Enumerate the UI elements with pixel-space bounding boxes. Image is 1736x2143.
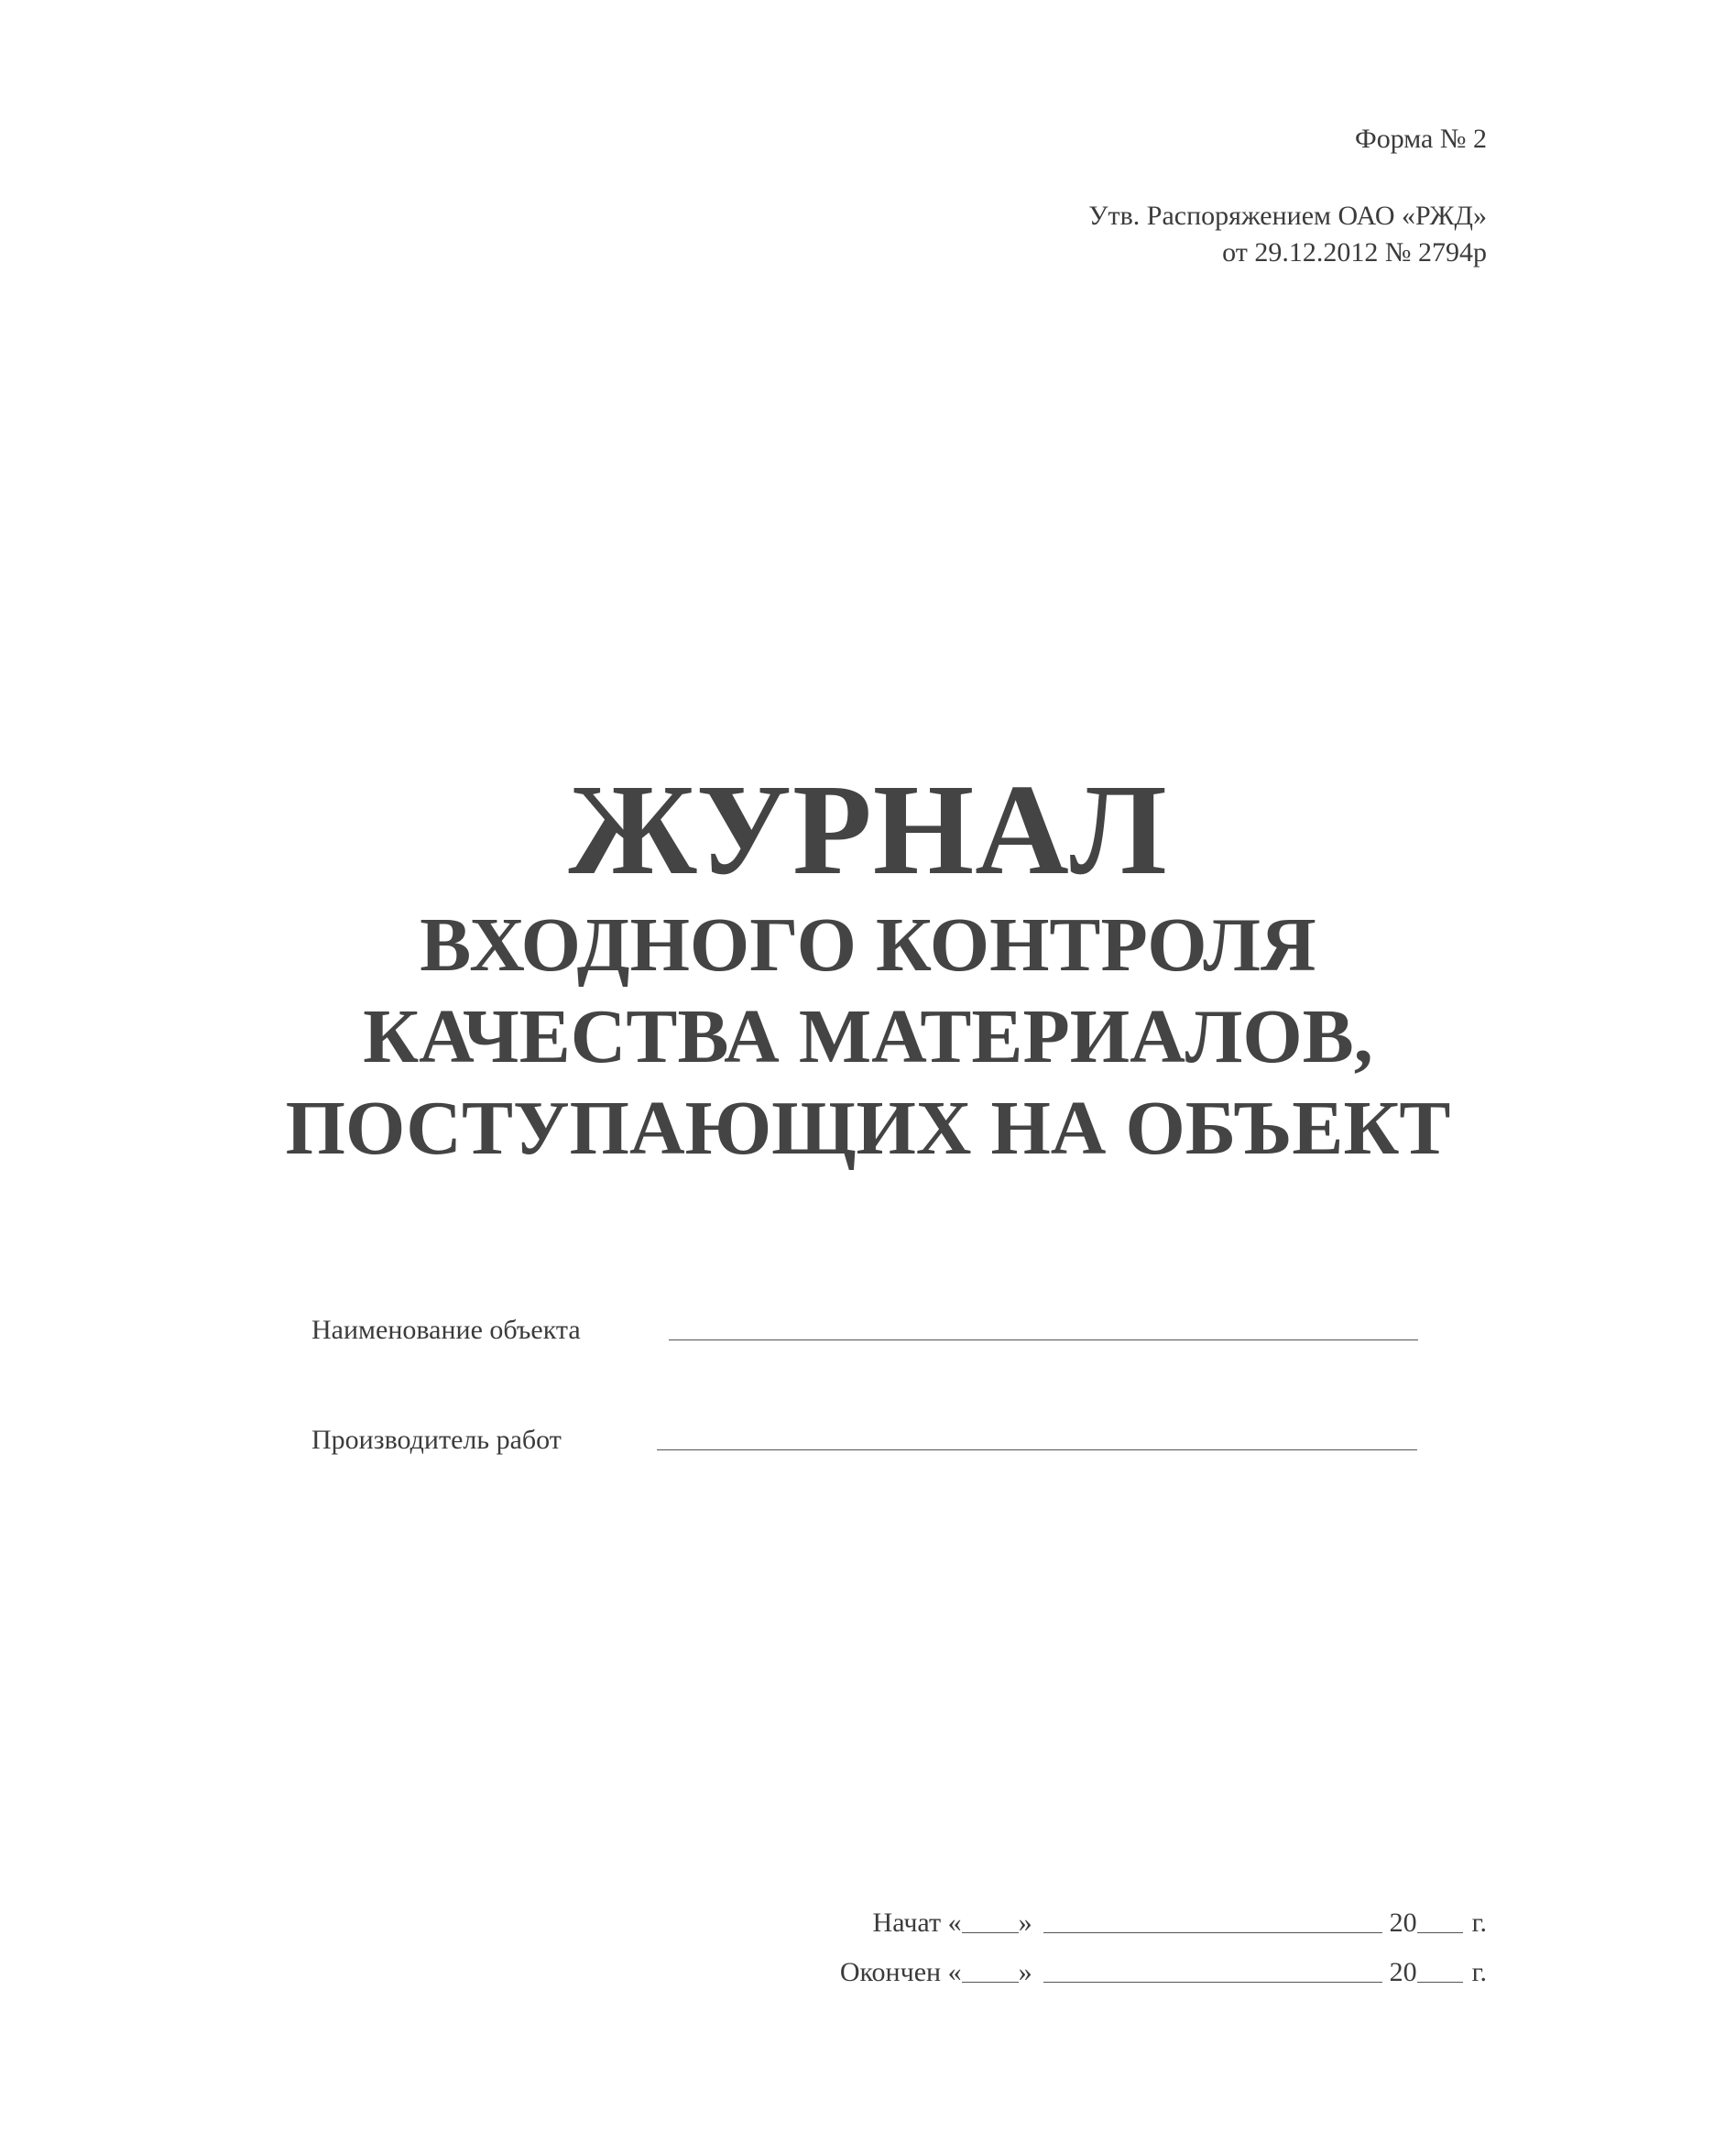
start-year-suffix: г.: [1471, 1908, 1487, 1938]
end-close-quote: »: [1018, 1957, 1032, 1987]
title-line-2: КАЧЕСТВА МАТЕРИАЛОВ,: [363, 994, 1373, 1079]
end-day-blank[interactable]: [962, 1982, 1019, 1983]
approval-line-1: Утв. Распоряжением ОАО «РЖД»: [1088, 201, 1487, 231]
form-number-text: Форма № 2: [1355, 124, 1487, 154]
work-producer-blank[interactable]: [657, 1449, 1417, 1450]
object-name-label: Наименование объекта: [311, 1315, 581, 1345]
form-number: [1355, 121, 1487, 158]
end-century: 20: [1389, 1957, 1417, 1987]
approval-line-2: от 29.12.2012 № 2794р: [1222, 237, 1487, 268]
work-producer-field: [311, 1425, 1417, 1456]
object-name-field: [311, 1315, 1418, 1346]
end-year-suffix: г.: [1471, 1957, 1487, 1987]
approval-note: [1088, 198, 1487, 271]
title-main: ЖУРНАЛ: [568, 757, 1168, 902]
end-date-row: [840, 1957, 1487, 1988]
start-close-quote: »: [1018, 1908, 1032, 1938]
title-line-3: ПОСТУПАЮЩИХ НА ОБЪЕКТ: [285, 1086, 1451, 1171]
start-date-label: Начат «: [872, 1908, 962, 1938]
start-month-blank[interactable]: [1043, 1932, 1382, 1933]
start-date-row: [873, 1908, 1487, 1939]
end-date-label: Окончен «: [839, 1957, 962, 1987]
end-year-blank[interactable]: [1417, 1982, 1463, 1983]
work-producer-label: Производитель работ: [311, 1425, 562, 1455]
start-century: 20: [1389, 1908, 1417, 1938]
start-day-blank[interactable]: [962, 1932, 1019, 1933]
journal-title: [0, 757, 1736, 1173]
title-line-1: ВХОДНОГО КОНТРОЛЯ: [420, 902, 1316, 988]
end-month-blank[interactable]: [1043, 1982, 1382, 1983]
object-name-blank[interactable]: [669, 1339, 1418, 1340]
start-year-blank[interactable]: [1417, 1932, 1463, 1933]
